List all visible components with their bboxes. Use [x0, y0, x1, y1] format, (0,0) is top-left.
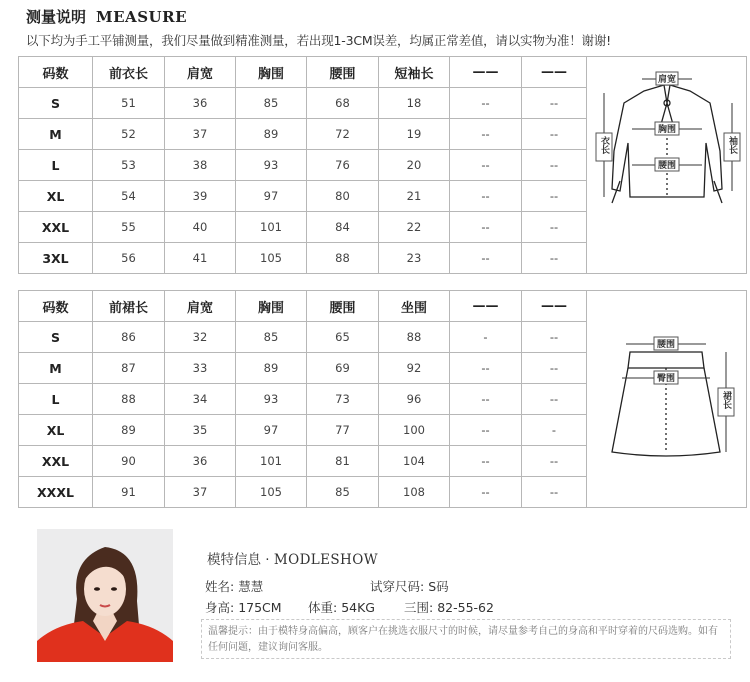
value-cell: 20	[379, 150, 450, 181]
value-cell: 69	[307, 353, 379, 384]
value-cell: 18	[379, 88, 450, 119]
value-cell: 37	[165, 477, 236, 508]
header-cell: 肩宽	[165, 291, 236, 322]
value-cell: 21	[379, 181, 450, 212]
value-cell: 52	[93, 119, 165, 150]
size-label: 试穿尺码:	[370, 579, 425, 594]
header-cell: 码数	[19, 57, 93, 88]
height-value: 175CM	[238, 600, 282, 615]
value-cell: 81	[307, 446, 379, 477]
value-cell: 85	[236, 88, 307, 119]
value-cell: 101	[236, 446, 307, 477]
chest-label: 胸围	[657, 125, 676, 135]
value-cell: 23	[379, 243, 450, 274]
value-cell: 100	[379, 415, 450, 446]
sleeve-label: 袖长	[726, 136, 737, 154]
size-cell: XXL	[19, 446, 93, 477]
size-cell: M	[19, 119, 93, 150]
value-cell: 87	[93, 353, 165, 384]
value-cell: 53	[93, 150, 165, 181]
page-title	[26, 6, 187, 27]
model-height-line	[205, 598, 282, 616]
skirt-diagram-icon	[592, 322, 742, 472]
table-header-row	[19, 291, 747, 322]
value-cell: 41	[165, 243, 236, 274]
model-measure-line	[404, 598, 494, 616]
value-cell: --	[450, 353, 522, 384]
value-cell: -	[450, 322, 522, 353]
value-cell: --	[522, 150, 587, 181]
header-cell: ——	[522, 291, 587, 322]
value-cell: -	[522, 415, 587, 446]
value-cell: 104	[379, 446, 450, 477]
value-cell: 97	[236, 181, 307, 212]
value-cell: --	[522, 322, 587, 353]
measure-label: 三围:	[404, 600, 434, 615]
size-cell: M	[19, 353, 93, 384]
header-cell: ——	[450, 291, 522, 322]
value-cell: 33	[165, 353, 236, 384]
header-cell: 肩宽	[165, 57, 236, 88]
shoulder-label: 肩宽	[657, 75, 676, 85]
header-cell: ——	[450, 57, 522, 88]
size-cell: S	[19, 322, 93, 353]
value-cell: 101	[236, 212, 307, 243]
value-cell: --	[450, 88, 522, 119]
value-cell: 73	[307, 384, 379, 415]
value-cell: 37	[165, 119, 236, 150]
model-info-title	[207, 548, 378, 568]
header-cell: 坐围	[379, 291, 450, 322]
weight-value: 54KG	[341, 600, 375, 615]
model-name-line	[205, 577, 263, 595]
blouse-diagram-icon	[592, 63, 742, 263]
header-cell: 码数	[19, 291, 93, 322]
value-cell: --	[450, 181, 522, 212]
bottom-size-table	[18, 290, 747, 508]
value-cell: --	[522, 243, 587, 274]
value-cell: 97	[236, 415, 307, 446]
top-garment-diagram	[587, 57, 747, 274]
header-cell: 前裙长	[93, 291, 165, 322]
value-cell: 80	[307, 181, 379, 212]
header-cell: ——	[522, 57, 587, 88]
name-label: 姓名:	[205, 579, 235, 594]
value-cell: 89	[236, 119, 307, 150]
value-cell: 56	[93, 243, 165, 274]
size-cell: L	[19, 150, 93, 181]
value-cell: 88	[379, 322, 450, 353]
value-cell: 35	[165, 415, 236, 446]
value-cell: 108	[379, 477, 450, 508]
value-cell: --	[450, 415, 522, 446]
measure-value: 82-55-62	[437, 600, 494, 615]
value-cell: 38	[165, 150, 236, 181]
top-size-table	[18, 56, 747, 274]
header-cell: 胸围	[236, 57, 307, 88]
value-cell: 22	[379, 212, 450, 243]
value-cell: 55	[93, 212, 165, 243]
length-label: 衣长	[598, 136, 609, 154]
value-cell: --	[522, 88, 587, 119]
value-cell: 68	[307, 88, 379, 119]
skirt-length-label: 裙长	[720, 391, 731, 409]
value-cell: --	[450, 150, 522, 181]
model-title-en: MODLESHOW	[273, 552, 378, 568]
header-cell: 短袖长	[379, 57, 450, 88]
value-cell: 89	[93, 415, 165, 446]
tips-box: 温馨提示：由于模特身高偏高，顾客户在挑选衣服尺寸的时候，请尽量参考自己的身高和平时穿着的尺码选购。如有任何问题，建议询问客服。	[201, 619, 731, 659]
value-cell: 90	[93, 446, 165, 477]
value-cell: --	[450, 446, 522, 477]
value-cell: --	[450, 477, 522, 508]
value-cell: 89	[236, 353, 307, 384]
value-cell: 34	[165, 384, 236, 415]
size-cell: S	[19, 88, 93, 119]
value-cell: 72	[307, 119, 379, 150]
value-cell: 39	[165, 181, 236, 212]
waist-label: 腰围	[657, 161, 676, 171]
value-cell: 77	[307, 415, 379, 446]
value-cell: 32	[165, 322, 236, 353]
value-cell: --	[450, 212, 522, 243]
header-cell: 前衣长	[93, 57, 165, 88]
table-header-row	[19, 57, 747, 88]
hip-label: 臀围	[656, 374, 675, 384]
value-cell: 105	[236, 477, 307, 508]
value-cell: 96	[379, 384, 450, 415]
size-cell: XL	[19, 415, 93, 446]
value-cell: --	[522, 119, 587, 150]
value-cell: 85	[236, 322, 307, 353]
value-cell: --	[522, 477, 587, 508]
value-cell: 93	[236, 384, 307, 415]
value-cell: --	[522, 446, 587, 477]
model-photo	[37, 529, 173, 662]
size-cell: XXL	[19, 212, 93, 243]
header-cell: 胸围	[236, 291, 307, 322]
value-cell: 92	[379, 353, 450, 384]
name-value: 慧慧	[238, 579, 264, 594]
value-cell: 54	[93, 181, 165, 212]
value-cell: --	[450, 243, 522, 274]
value-cell: --	[522, 384, 587, 415]
value-cell: 86	[93, 322, 165, 353]
value-cell: 84	[307, 212, 379, 243]
value-cell: --	[450, 119, 522, 150]
value-cell: 36	[165, 88, 236, 119]
header-cell: 腰围	[307, 291, 379, 322]
title-cn: 测量说明	[26, 8, 87, 26]
value-cell: 51	[93, 88, 165, 119]
weight-label: 体重:	[308, 600, 338, 615]
value-cell: --	[522, 181, 587, 212]
model-title-cn: 模特信息 ·	[207, 552, 274, 568]
value-cell: 36	[165, 446, 236, 477]
title-en: MEASURE	[96, 8, 188, 26]
value-cell: 19	[379, 119, 450, 150]
value-cell: 76	[307, 150, 379, 181]
bottom-garment-diagram	[587, 291, 747, 508]
size-cell: XL	[19, 181, 93, 212]
size-cell: L	[19, 384, 93, 415]
value-cell: --	[450, 384, 522, 415]
value-cell: 85	[307, 477, 379, 508]
header-cell: 腰围	[307, 57, 379, 88]
model-weight-line	[308, 598, 375, 616]
value-cell: 91	[93, 477, 165, 508]
value-cell: --	[522, 353, 587, 384]
value-cell: 105	[236, 243, 307, 274]
value-cell: 88	[93, 384, 165, 415]
skirt-waist-label: 腰围	[656, 340, 675, 350]
value-cell: 40	[165, 212, 236, 243]
value-cell: 93	[236, 150, 307, 181]
model-size-line	[370, 577, 449, 595]
value-cell: --	[522, 212, 587, 243]
size-value: S码	[428, 579, 449, 594]
value-cell: 65	[307, 322, 379, 353]
height-label: 身高:	[205, 600, 235, 615]
size-cell: 3XL	[19, 243, 93, 274]
model-portrait-icon	[37, 529, 173, 662]
measure-note: 以下均为手工平铺测量，我们尽量做到精准测量，若出现1-3CM误差，均属正常差值，请以实物为准！谢谢!	[26, 33, 611, 48]
size-cell: XXXL	[19, 477, 93, 508]
value-cell: 88	[307, 243, 379, 274]
